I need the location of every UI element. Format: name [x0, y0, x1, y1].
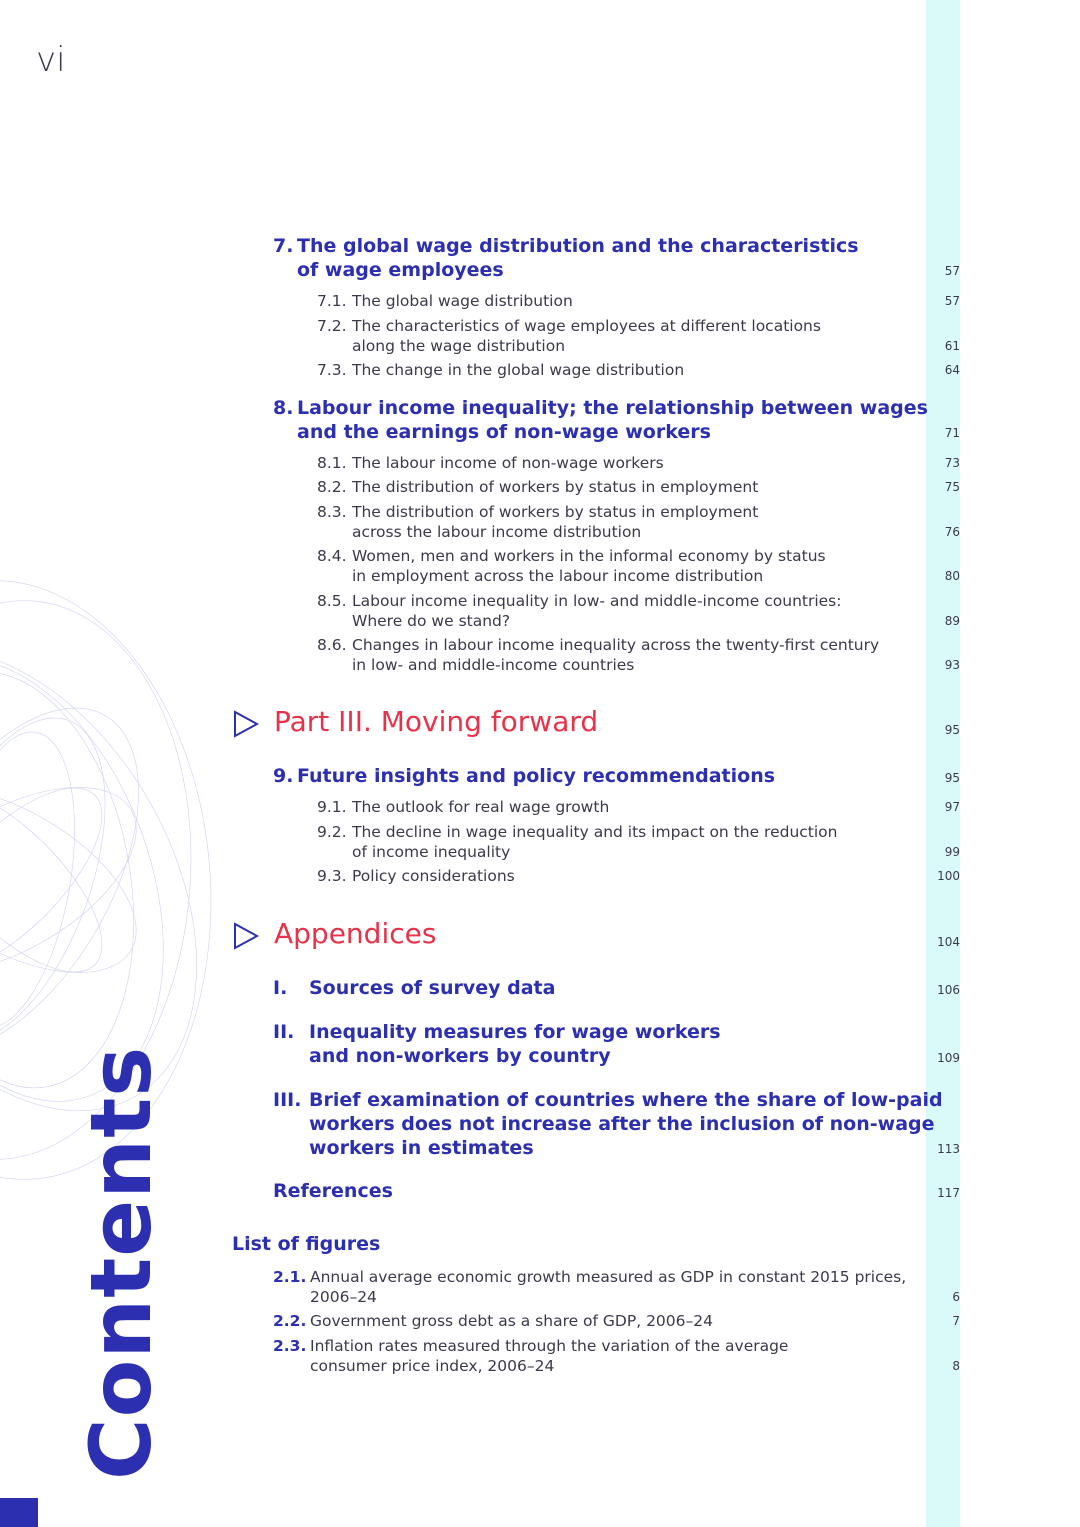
page-ref: 113: [937, 1142, 960, 1156]
appendix-number: II.: [273, 1021, 295, 1043]
toc-section-8-6[interactable]: [317, 635, 879, 675]
triangle-arrow-icon: [233, 710, 259, 738]
chapter-title: Future insights and policy recommendations: [297, 765, 776, 787]
page-ref: 64: [944, 363, 960, 377]
section-title: The global wage distribution: [352, 292, 573, 310]
toc-section-9-2[interactable]: [317, 822, 838, 862]
page-ref: 99: [944, 845, 960, 859]
page-ref: 71: [944, 426, 960, 440]
list-of-figures-heading: List of figures: [232, 1233, 381, 1255]
section-title-line2: Where do we stand?: [352, 612, 511, 630]
section-number: 7.1.: [317, 292, 347, 310]
toc-section-8-4[interactable]: [317, 546, 826, 586]
section-title-line2: across the labour income distribution: [352, 523, 642, 541]
figure-title: Government gross debt as a share of GDP, 2006–24: [310, 1312, 713, 1330]
contents-side-label: Contents: [72, 1045, 170, 1480]
toc-appendix-3[interactable]: [273, 1088, 943, 1160]
figure-entry-2-1[interactable]: [273, 1267, 906, 1307]
section-title-line2: in employment across the labour income distribution: [352, 567, 764, 585]
figure-number: 2.3.: [273, 1337, 307, 1355]
chapter-title-line2: and the earnings of non-wage workers: [297, 421, 711, 443]
figure-title: Inflation rates measured through the variation of the average: [310, 1337, 789, 1355]
page-ref: 89: [944, 614, 960, 628]
toc-section-8-1[interactable]: [317, 453, 664, 473]
section-title-line2: in low- and middle-income countries: [352, 656, 635, 674]
chapter-title: Labour income inequality; the relationship between wages: [297, 397, 928, 419]
contents-accent-block: [0, 1498, 38, 1527]
toc-section-7-2[interactable]: [317, 316, 821, 356]
section-title: The labour income of non-wage workers: [352, 454, 664, 472]
figure-title-line2: consumer price index, 2006–24: [310, 1357, 555, 1375]
appendix-title-line3: workers in estimates: [309, 1137, 534, 1159]
toc-section-8-2[interactable]: [317, 477, 758, 497]
toc-section-8-5[interactable]: [317, 591, 841, 631]
section-title-line2: of income inequality: [352, 843, 511, 861]
toc-appendix-2[interactable]: [273, 1020, 721, 1068]
toc-chapter-9[interactable]: [273, 764, 775, 788]
triangle-arrow-icon: [233, 922, 259, 950]
section-title: The characteristics of wage employees at different locations: [352, 317, 821, 335]
section-number: 8.4.: [317, 547, 347, 565]
toc-section-7-1[interactable]: [317, 291, 573, 311]
section-title-line2: along the wage distribution: [352, 337, 566, 355]
toc-section-9-1[interactable]: [317, 797, 609, 817]
toc-section-9-3[interactable]: [317, 866, 515, 886]
page-ref: 57: [944, 294, 960, 308]
figure-number: 2.1.: [273, 1268, 307, 1286]
toc-appendix-1[interactable]: [273, 976, 555, 1000]
chapter-title: The global wage distribution and the characteristics: [297, 235, 859, 257]
page-ref: 104: [937, 935, 960, 949]
section-title: Labour income inequality in low- and middle-income countries:: [352, 592, 842, 610]
chapter-title-line2: of wage employees: [297, 259, 504, 281]
appendix-title: Inequality measures for wage workers: [309, 1021, 721, 1043]
page-ref: 95: [944, 723, 960, 737]
appendix-number: III.: [273, 1089, 302, 1111]
section-title: Policy considerations: [352, 867, 515, 885]
page-number: vi: [36, 40, 66, 80]
toc-chapter-8[interactable]: [273, 396, 928, 444]
page-ref: 95: [944, 771, 960, 785]
section-title: Women, men and workers in the informal economy by status: [352, 547, 826, 565]
page-ref: 6: [952, 1290, 960, 1304]
section-number: 9.2.: [317, 823, 347, 841]
toc-section-7-3[interactable]: [317, 360, 684, 380]
section-title: The distribution of workers by status in employment: [352, 503, 759, 521]
chapter-number: 7.: [273, 235, 294, 257]
section-title: The decline in wage inequality and its impact on the reduction: [352, 823, 838, 841]
figure-title: Annual average economic growth measured as GDP in constant 2015 prices,: [310, 1268, 907, 1286]
appendix-title: Brief examination of countries where the share of low-paid: [309, 1089, 943, 1111]
page-ref: 100: [937, 869, 960, 883]
figure-entry-2-3[interactable]: [273, 1336, 788, 1376]
section-number: 8.3.: [317, 503, 347, 521]
section-title: The distribution of workers by status in employment: [352, 478, 759, 496]
section-number: 8.5.: [317, 592, 347, 610]
toc-references[interactable]: References: [273, 1180, 393, 1202]
figure-title-line2: 2006–24: [310, 1288, 377, 1306]
page-ref: 75: [944, 480, 960, 494]
page-ref: 73: [944, 456, 960, 470]
section-title: Changes in labour income inequality across the twenty-first century: [352, 636, 880, 654]
appendix-title: Sources of survey data: [309, 977, 556, 999]
toc-appendices[interactable]: Appendices: [274, 917, 437, 950]
chapter-number: 8.: [273, 397, 294, 419]
toc-chapter-7[interactable]: [273, 234, 859, 282]
appendix-title-line2: workers does not increase after the inclusion of non-wage: [309, 1113, 935, 1135]
section-number: 9.1.: [317, 798, 347, 816]
page-ref: 106: [937, 983, 960, 997]
section-number: 7.3.: [317, 361, 347, 379]
section-number: 8.1.: [317, 454, 347, 472]
page-ref: 61: [944, 339, 960, 353]
page-ref: 57: [944, 264, 960, 278]
appendix-number: I.: [273, 977, 288, 999]
figure-number: 2.2.: [273, 1312, 307, 1330]
section-title: The change in the global wage distribution: [352, 361, 685, 379]
page-ref: 76: [944, 525, 960, 539]
page-ref: 7: [952, 1314, 960, 1328]
page-ref: 117: [937, 1186, 960, 1200]
figure-entry-2-2[interactable]: [273, 1311, 713, 1331]
section-title: The outlook for real wage growth: [352, 798, 610, 816]
section-number: 9.3.: [317, 867, 347, 885]
toc-section-8-3[interactable]: [317, 502, 758, 542]
page-ref: 93: [944, 658, 960, 672]
chapter-number: 9.: [273, 765, 294, 787]
page-ref: 97: [944, 800, 960, 814]
page-ref: 8: [952, 1359, 960, 1373]
toc-part-3[interactable]: Part III. Moving forward: [274, 705, 599, 738]
appendix-title-line2: and non-workers by country: [309, 1045, 611, 1067]
section-number: 8.6.: [317, 636, 347, 654]
section-number: 8.2.: [317, 478, 347, 496]
page-ref: 109: [937, 1051, 960, 1065]
page-ref: 80: [944, 569, 960, 583]
section-number: 7.2.: [317, 317, 347, 335]
